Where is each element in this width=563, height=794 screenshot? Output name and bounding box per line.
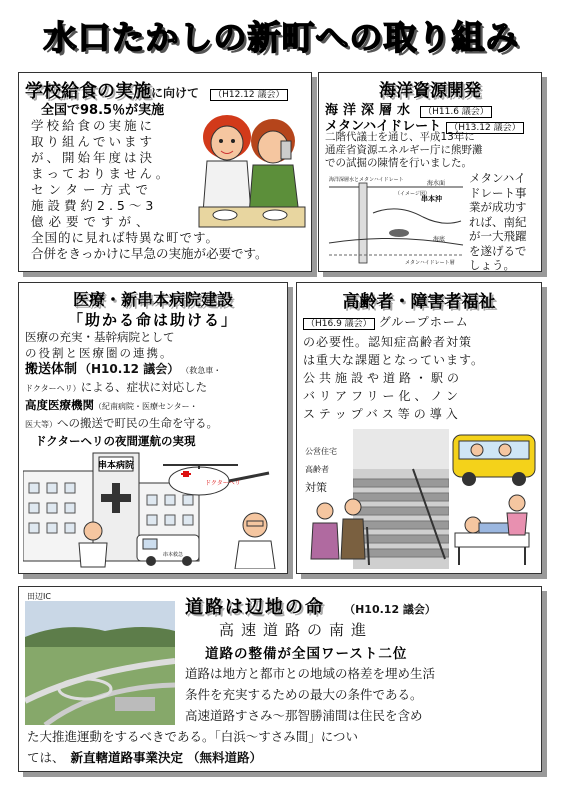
text-line: 高速道路すさみ～那智勝浦間は住民を含め	[185, 708, 423, 723]
text-line: 医療の充実・基幹病院として	[25, 330, 175, 344]
text-line: 公共施設や道路・駅の	[303, 371, 464, 385]
hospital-sign: 串本病院	[97, 461, 135, 471]
school-lunch-heading: 学校給食の実施	[25, 81, 151, 102]
photo-label: 対策	[305, 481, 327, 494]
svg-text:（イメージ図）	[395, 190, 430, 197]
svg-text:海水面	[427, 179, 445, 187]
text-line: センター方式で	[31, 182, 154, 197]
care-note: （紀南病院・医療センター・	[94, 402, 198, 411]
rescue-line2: による、症状に対応した	[80, 380, 208, 394]
text-line: 施設費約2.5～3	[31, 198, 158, 213]
heli-line: ドクターヘリの夜間運航の実現	[35, 434, 196, 448]
hospital-illustration	[23, 443, 283, 569]
svg-text:メタンハイドレート層	[405, 259, 455, 266]
text-line: が一大飛躍	[469, 229, 527, 243]
medical-panel	[18, 282, 288, 574]
text-line: は重大な課題となっています。	[303, 353, 485, 367]
svg-text:串本病院	[98, 459, 135, 471]
ocean-diagram-sea: 海水面	[427, 180, 446, 187]
ocean-diagram-image-label: （イメージ図）	[395, 191, 430, 197]
bus-illustration	[451, 429, 537, 489]
page-title: 水口たかしの新町への取り組み	[43, 18, 520, 57]
road-photo-label: 田辺IC	[27, 592, 51, 601]
road-session-tag: （H10.12 議会）	[344, 603, 436, 616]
svg-text:ドクターヘリ	[205, 479, 241, 487]
ambulance-label: 串本救急	[163, 552, 184, 558]
elderly-couple-illustration	[305, 497, 375, 569]
text-line: た大推進運動をするべきである。「白浜～すさみ間」につい	[27, 729, 359, 744]
welfare-text	[303, 313, 539, 423]
photo-label: 高齢者	[305, 465, 329, 474]
photo-label: 公営住宅	[305, 447, 337, 456]
road-subheading: 高速道路の南進	[219, 621, 374, 639]
text-line: まっておりません。	[31, 166, 172, 181]
road-paragraph	[185, 663, 435, 726]
text-line: グループホーム	[378, 315, 469, 329]
welfare-heading: 高齢者・障害者福祉	[342, 292, 496, 312]
text-line: が、開始年度は決	[31, 150, 156, 165]
medical-slogan: 「助かる命は助ける」	[67, 311, 238, 329]
medical-heading: 医療・新串本病院建設	[72, 290, 233, 309]
road-last-prefix: ては、	[27, 750, 65, 765]
highway-photo	[25, 601, 175, 725]
kids-eating-illustration	[189, 103, 309, 233]
svg-text:海底	[433, 235, 445, 243]
text-line: の必要性。認知症高齢者対策	[303, 335, 473, 349]
text-line: 億必要ですが、	[31, 214, 154, 229]
text-line: での試掘の陳情を行いました。	[325, 157, 472, 169]
text-line: 学校給食の実施に	[31, 118, 156, 133]
ocean-item2-tag: （H13.12 議会）	[446, 122, 523, 134]
heli-label: ドクターヘリ	[205, 480, 241, 487]
text-line: 条件を充実するための最大の条件である。	[185, 687, 423, 702]
rescue-bold: 搬送体制	[25, 362, 78, 377]
text-line: 取り組んでいます	[31, 134, 156, 149]
road-last-suffix: （無料道路）	[187, 750, 263, 765]
text-line: ドレート事	[469, 185, 527, 200]
text-line: を遂げるで	[469, 243, 527, 258]
rescue-tag: （H10.12 議会）	[79, 362, 180, 376]
text-line: しょう。	[469, 258, 515, 272]
text-line: 二階代議士を通じ、平成13年に	[325, 131, 475, 143]
text-line: 全国的に見れば特異な町です。	[31, 230, 220, 245]
text-line: 業が成功す	[469, 200, 527, 214]
ocean-heading: 海洋資源開発	[379, 81, 481, 101]
school-lunch-heading-suffix: に向けて	[151, 86, 200, 100]
svg-text:串本救急	[163, 551, 184, 558]
ocean-item2: メタンハイドレート	[325, 119, 442, 134]
text-line: れば、南紀	[469, 214, 527, 229]
ocean-paragraph	[325, 131, 483, 170]
ocean-diagram-layer: メタンハイドレート層	[405, 260, 455, 266]
text-line: 道路は地方と都市との地域の格差を埋め生活	[185, 666, 436, 681]
text-line: ステップバス等の導入	[303, 407, 462, 421]
ocean-item1: 海洋深層水	[325, 103, 416, 118]
road-bold-line: 道路の整備が全国ワースト二位	[205, 646, 408, 662]
care-line2: への搬送で町民の生命を守る。	[57, 416, 218, 430]
care-line2-note: 医大等）	[25, 420, 57, 429]
welfare-photo-labels	[305, 443, 337, 497]
text-line: 通産省資源エネルギー庁に熊野灘	[325, 144, 483, 156]
care-bold: 高度医療機関	[25, 398, 94, 412]
text-line: の役割と医療圏の連携。	[25, 346, 174, 360]
school-lunch-subheading: 全国で98.5％が実施	[41, 103, 165, 118]
road-panel	[18, 586, 542, 772]
ocean-diagram-place: 串本沖	[421, 195, 442, 203]
ocean-diagram-seafloor: 海底	[433, 236, 446, 243]
ocean-panel	[318, 72, 542, 272]
medical-text	[25, 329, 287, 449]
welfare-panel	[296, 282, 542, 574]
ocean-diagram	[323, 173, 467, 267]
ocean-item1-tag: （H11.6 議会）	[420, 106, 492, 118]
rescue-line2-note: ドクターヘリ）	[25, 384, 81, 393]
road-last-bold: 新直轄道路事業決定	[70, 750, 184, 765]
text-line: メタンハイ	[469, 171, 526, 185]
school-lunch-session-tag: （H12.12 議会）	[210, 89, 287, 101]
welfare-session-tag: （H16.9 議会）	[303, 318, 375, 330]
ocean-diagram-caption: 海洋深層水とメタンハイドレート	[329, 177, 404, 183]
rescue-note: （救急車・	[185, 366, 222, 375]
school-lunch-panel	[18, 72, 312, 272]
ocean-side-text	[469, 171, 527, 273]
road-heading: 道路は辺地の命	[185, 597, 325, 618]
care-illustration	[451, 493, 537, 569]
text-line: バリアフリー化、ノン	[303, 389, 463, 403]
text-line: 合併をきっかけに早急の実施が必要です。	[31, 246, 268, 261]
svg-text:海洋深層水とメタンハイドレート	[329, 176, 404, 183]
road-paragraph-wide	[27, 726, 358, 768]
